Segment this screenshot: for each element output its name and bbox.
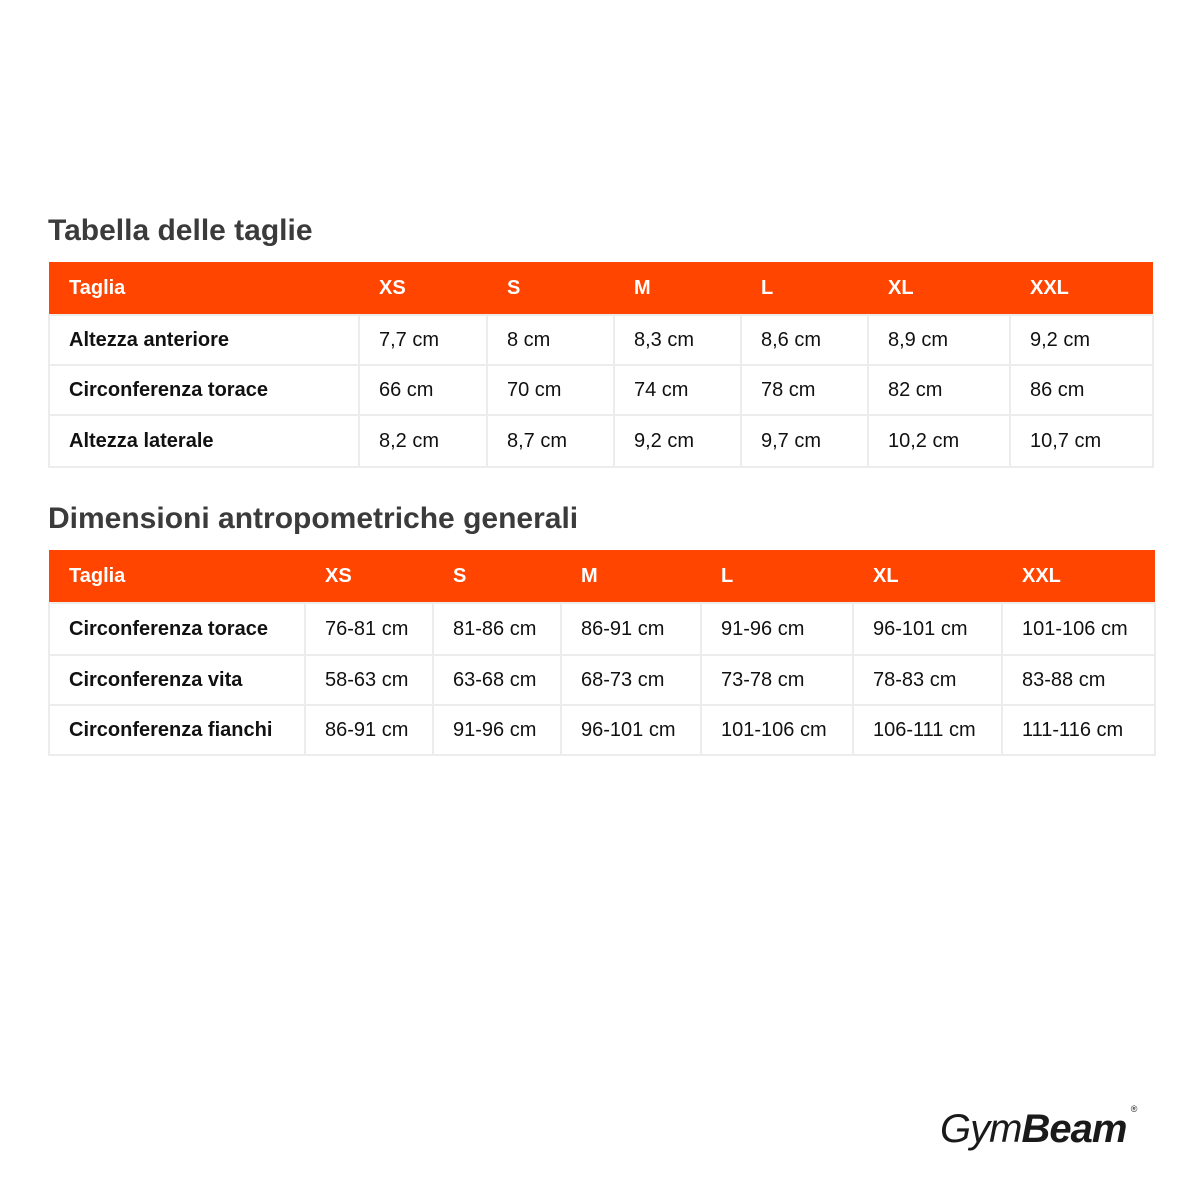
table-cell: 81-86 cm (433, 603, 561, 655)
table-cell: 66 cm (359, 365, 487, 415)
table-cell: 96-101 cm (853, 603, 1002, 655)
header-cell: S (487, 262, 614, 315)
table-cell: 8,3 cm (614, 315, 741, 365)
table-cell: 96-101 cm (561, 705, 701, 755)
table-header-row (49, 550, 1155, 603)
table-header-row (49, 262, 1153, 315)
table-cell: 10,2 cm (868, 415, 1010, 467)
table-cell: 106-111 cm (853, 705, 1002, 755)
table-cell: 70 cm (487, 365, 614, 415)
size-table-title: Tabella delle taglie (48, 214, 313, 247)
table-cell: 63-68 cm (433, 655, 561, 705)
table-cell: 58-63 cm (305, 655, 433, 705)
header-cell: XL (853, 550, 1002, 603)
row-label: Circonferenza torace (49, 603, 305, 655)
table-cell: 111-116 cm (1002, 705, 1155, 755)
table-cell: 10,7 cm (1010, 415, 1153, 467)
row-label: Circonferenza fianchi (49, 705, 305, 755)
table-cell: 83-88 cm (1002, 655, 1155, 705)
table-cell: 8,6 cm (741, 315, 868, 365)
table-cell: 86-91 cm (561, 603, 701, 655)
table-cell: 7,7 cm (359, 315, 487, 365)
anthropometric-table-title: Dimensioni antropometriche generali (48, 502, 579, 535)
logo-text-gym: Gym (940, 1107, 1022, 1151)
row-label: Altezza anteriore (49, 315, 359, 365)
gymbeam-logo (940, 1104, 1137, 1154)
table-row (49, 705, 1155, 755)
header-cell: L (701, 550, 853, 603)
table-cell: 74 cm (614, 365, 741, 415)
header-cell: Taglia (49, 262, 359, 315)
table-cell: 9,7 cm (741, 415, 868, 467)
table-cell: 9,2 cm (1010, 315, 1153, 365)
header-cell: M (561, 550, 701, 603)
table-row (49, 603, 1155, 655)
table-row (49, 365, 1153, 415)
header-cell: XL (868, 262, 1010, 315)
table-cell: 86-91 cm (305, 705, 433, 755)
header-cell: M (614, 262, 741, 315)
header-cell: XXL (1010, 262, 1153, 315)
size-table (48, 262, 1154, 468)
header-cell: XS (359, 262, 487, 315)
anthropometric-table (48, 550, 1156, 756)
table-cell: 78-83 cm (853, 655, 1002, 705)
table-cell: 76-81 cm (305, 603, 433, 655)
row-label: Circonferenza torace (49, 365, 359, 415)
table-cell: 91-96 cm (433, 705, 561, 755)
header-cell: Taglia (49, 550, 305, 603)
table-cell: 86 cm (1010, 365, 1153, 415)
table-cell: 101-106 cm (701, 705, 853, 755)
table-cell: 8 cm (487, 315, 614, 365)
table-cell: 78 cm (741, 365, 868, 415)
table-cell: 82 cm (868, 365, 1010, 415)
row-label: Circonferenza vita (49, 655, 305, 705)
header-cell: XXL (1002, 550, 1155, 603)
table-row (49, 415, 1153, 467)
table-cell: 8,2 cm (359, 415, 487, 467)
table-cell: 8,7 cm (487, 415, 614, 467)
logo-text-beam: Beam (1021, 1107, 1127, 1151)
table-row (49, 315, 1153, 365)
table-cell: 101-106 cm (1002, 603, 1155, 655)
table-cell: 9,2 cm (614, 415, 741, 467)
header-cell: L (741, 262, 868, 315)
header-cell: S (433, 550, 561, 603)
table-cell: 8,9 cm (868, 315, 1010, 365)
row-label: Altezza laterale (49, 415, 359, 467)
table-cell: 91-96 cm (701, 603, 853, 655)
header-cell: XS (305, 550, 433, 603)
table-cell: 73-78 cm (701, 655, 853, 705)
table-cell: 68-73 cm (561, 655, 701, 705)
registered-mark: ® (1130, 1104, 1137, 1114)
table-row (49, 655, 1155, 705)
